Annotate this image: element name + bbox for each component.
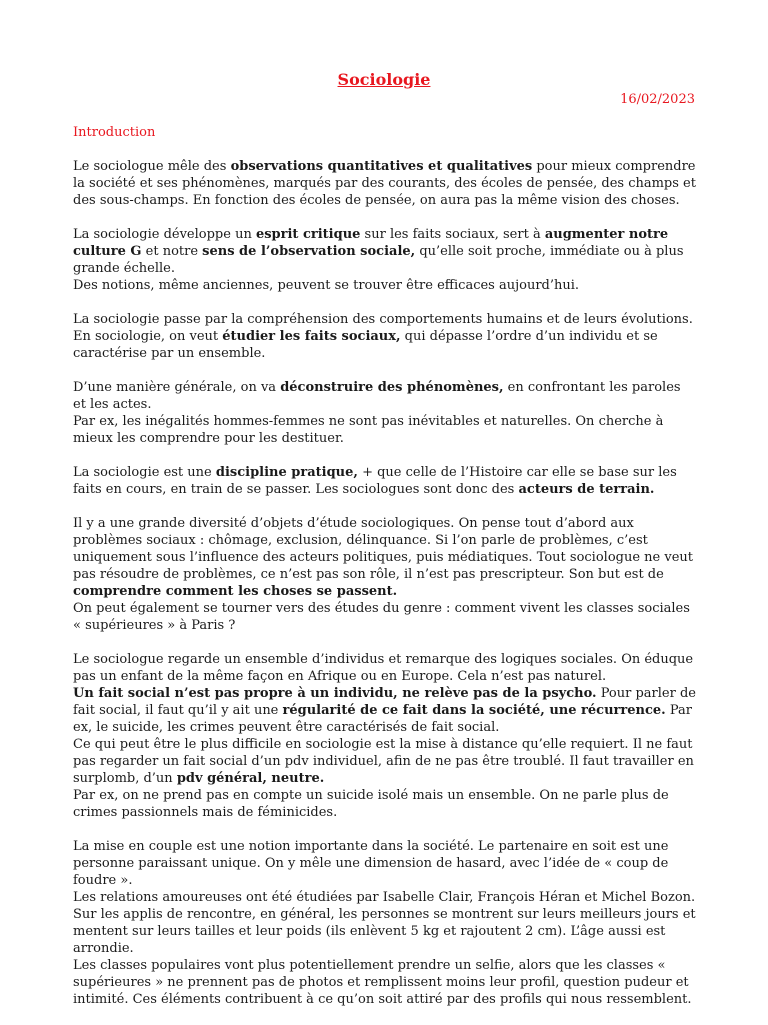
paragraph-2 [73, 226, 696, 294]
text-run: La sociologie est une [73, 465, 216, 480]
text-run: en confrontant les paroles et les actes. [73, 380, 681, 412]
bold-run: déconstruire des phénomènes, [280, 380, 504, 395]
text-run: La mise en couple est une notion importante dans la société. Le partenaire en soit est une personne paraissant unique. On y mêle une dimension de hasard, avec l’idée de « coup de foudre ». [73, 839, 669, 888]
text-run: Des notions, même anciennes, peuvent se trouver être efficaces aujourd’hui. [73, 278, 580, 293]
text-run: et notre [141, 244, 203, 259]
document-title: Sociologie [337, 70, 431, 89]
text-run: Par ex, on ne prend pas en compte un suicide isolé mais un ensemble. On ne parle plus de crimes passionnels mais de féminicides. [73, 788, 669, 820]
text-run: qui dépasse l’ordre d’un individu et se caractérise par un ensemble. [73, 329, 658, 361]
text-run: Par ex, les inégalités hommes-femmes ne sont pas inévitables et naturelles. On cherche à mieux les comprendre pour les destituer. [73, 414, 664, 446]
bold-run: acteurs de terrain. [518, 482, 655, 497]
paragraph-6 [73, 515, 696, 634]
paragraph-7 [73, 651, 696, 821]
bold-run: discipline pratique, [215, 465, 358, 480]
bold-run: étudier les faits sociaux, [222, 329, 401, 344]
paragraph-3 [73, 311, 696, 362]
bold-run: régularité de ce fait dans la société, une récurrence. [282, 703, 666, 718]
text-run: Par ex, le suicide, les crimes peuvent être caractérisés de fait social. [73, 703, 692, 735]
paragraph-5 [73, 464, 696, 498]
text-run: D’une manière générale, on va [73, 380, 281, 395]
text-run: sur les faits sociaux, sert à [360, 227, 545, 242]
text-run: Sur les applis de rencontre, en général, les personnes se montrent sur leurs meilleurs jours et mentent sur leurs tailles et leur poids (ils enlèvent 5 kg et rajoutent 2 cm). L’âge aussi est arrondie. [73, 907, 696, 956]
paragraph-8 [73, 838, 696, 1008]
text-run: pour mieux comprendre la société et ses phénomènes, marqués par des courants, des écoles de pensée, des champs et des sous-champs. En fonction des écoles de pensée, on aura pas la même vision des choses. [73, 159, 696, 208]
text-run: Il y a une grande diversité d’objets d’étude sociologiques. On pense tout d’abord aux problèmes sociaux : chômage, exclusion, délinquance. Si l’on parle de problèmes, c’est uniquement sous l’influence des acteurs politiques, puis médiatiques. Tout sociologue ne veut pas résoudre de problèmes, ce n’est pas son rôle, il n’est pas prescripteur. Son but est de [73, 516, 694, 582]
bold-run: Un fait social n’est pas propre à un individu, ne relève pas de la psycho. [73, 686, 597, 701]
text-run: La sociologie passe par la compréhension des comportements humains et de leurs évolutions. [73, 312, 693, 327]
bold-run: sens de l’observation sociale, [202, 244, 416, 259]
text-run: Les classes populaires vont plus potentiellement prendre un selfie, alors que les classes « supérieures » ne prennent pas de photos et remplissent moins leur profil, question pudeur et intimité. Ces éléments contribuent à ce qu’on soit attiré par des profils qui nous ressemblent. [73, 958, 692, 1007]
document-body [73, 124, 696, 1025]
bold-run: esprit critique [255, 227, 361, 242]
paragraph-4 [73, 379, 696, 447]
text-run: qu’elle soit proche, immédiate ou à plus grande échelle. [73, 244, 684, 276]
text-run: On peut également se tourner vers des études du genre : comment vivent les classes sociales « supérieures » à Paris ? [73, 601, 690, 633]
paragraph-1 [73, 158, 696, 209]
text-run: Le sociologue regarde un ensemble d’individus et remarque des logiques sociales. On éduque pas un enfant de la même façon en Afrique ou en Europe. Cela n’est pas naturel. [73, 652, 694, 684]
text-run: Les relations amoureuses ont été étudiées par Isabelle Clair, François Héran et Michel Bozon. [73, 890, 696, 905]
text-run: Pour parler de fait social, il faut qu’il y ait une [73, 686, 696, 718]
text-run: En sociologie, on veut [73, 329, 223, 344]
bold-run: observations quantitatives et qualitatives [230, 159, 533, 174]
text-run: Le sociologue mêle des [73, 159, 231, 174]
text-run: La sociologie développe un [73, 227, 256, 242]
text-run: + que celle de l’Histoire car elle se base sur les faits en cours, en train de se passer. Les sociologues sont donc des [73, 465, 677, 497]
section-heading: Introduction [73, 125, 156, 140]
document-date: 16/02/2023 [620, 92, 695, 107]
bold-run: augmenter notre culture G [73, 227, 669, 259]
bold-run: pdv général, neutre. [176, 771, 325, 786]
bold-run: comprendre comment les choses se passent. [73, 584, 398, 599]
text-run: Ce qui peut être le plus difficile en sociologie est la mise à distance qu’elle requiert. Il ne faut pas regarder un fait social d’un pdv individuel, afin de ne pas être troublé. Il faut travailler en surplomb, d’un [73, 737, 694, 786]
